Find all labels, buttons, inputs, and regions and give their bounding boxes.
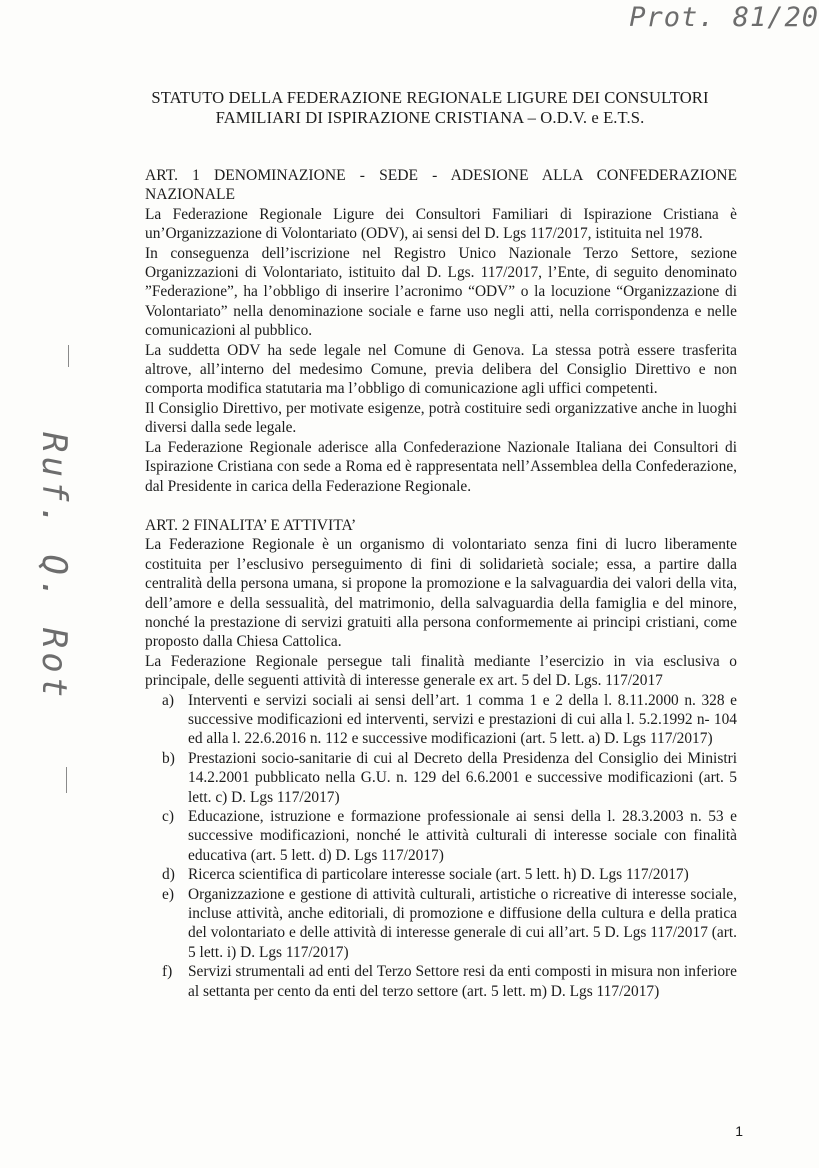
page-number: 1 [735,1123,743,1139]
list-item [162,691,737,749]
protocol-annotation: Prot. 81/20 [629,2,819,33]
margin-mark [68,345,69,367]
list-item-text: Organizzazione e gestione di attività culturali, artistiche o ricreative di interesse sociale, incluse attività, anche editoriali, di promozione e diffusione della cultura e della pratica del volontariato e delle attività di interesse generale di cui all’art. 5 D. Lgs 117/2017 (art. 5 lett. i) D. Lgs 117/2017) [188,885,737,961]
paragraph: La Federazione Regionale persegue tali finalità mediante l’esercizio in via esclusiva o principale, delle seguenti attività di interesse generale ex art. 5 del D. Lgs. 117/2017 [145,652,737,690]
list-item-label: a) [162,691,174,709]
list-item [162,749,737,807]
paragraph: In conseguenza dell’iscrizione nel Registro Unico Nazionale Terzo Settore, sezione Organizzazioni di Volontariato, istituito dal D. Lgs. 117/2017, l’Ente, di seguito denominato ”Federazione”, ha l’obbligo di inserire l’acronimo “ODV” o la locuzione “Organizzazione di Volontariato” nella denominazione sociale e farne uso negli atti, nella corrispondenza e nelle comunicazioni al pubblico. [145,244,737,340]
list-item-text: Ricerca scientifica di particolare interesse sociale (art. 5 lett. h) D. Lgs 117/2017) [188,866,689,884]
document-body [145,166,737,1001]
title-line: STATUTO DELLA FEDERAZIONE REGIONALE LIGURE DEI CONSULTORI [151,88,709,107]
margin-handwritten-note: Ruf. Q. Rot [34,432,74,702]
list-item [162,865,737,884]
list-item-label: b) [162,749,175,767]
list-item-text: Servizi strumentali ad enti del Terzo Settore resi da enti composti in misura non inferiore al settanta per cento da enti del terzo settore (art. 5 lett. m) D. Lgs 117/2017) [188,963,737,1000]
paragraph: La Federazione Regionale è un organismo di volontariato senza fini di lucro liberamente costituita per l’esclusivo perseguimento di fini di solidarietà sociale; essa, a partire dalla centralità della persona umana, si propone la promozione e la salvaguardia dei valori della vita, dell’amore e della sessualità, del matrimonio, della salvaguardia della famiglia e del minore, nonché la prestazione di servizi gratuiti alla persona conformemente ai principi cristiani, come proposto dalla Chiesa Cattolica. [145,536,737,651]
list-item [162,962,737,1001]
list-item-text: Prestazioni socio-sanitarie di cui al Decreto della Presidenza del Consiglio dei Ministri 14.2.2001 pubblicato nella G.U. n. 129 del 6.6.2001 e successive modificazioni (art. 5 lett. c) D. Lgs 117/2017) [188,749,737,806]
activities-list [145,691,737,1002]
list-item [162,807,737,865]
paragraph: La suddetta ODV ha sede legale nel Comune di Genova. La stessa potrà essere trasferita altrove, all’interno del medesimo Comune, previa delibera del Consiglio Direttivo e non comporta modifica statutaria ma l’obbligo di comunicazione agli uffici competenti. [145,341,737,398]
article-2 [145,516,737,1001]
list-item-label: d) [162,866,175,884]
section-gap [145,496,737,516]
paragraph: La Federazione Regionale aderisce alla Confederazione Nazionale Italiana dei Consultori di Ispirazione Cristiana con sede a Roma ed è rappresentata nell’Assemblea della Confederazione, dal Presidente in carica della Federazione Regionale. [145,438,737,495]
margin-mark [66,767,67,793]
title-line: FAMILIARI DI ISPIRAZIONE CRISTIANA – O.D.V. e E.T.S. [215,108,645,127]
list-item [162,885,737,963]
article-1-heading: ART. 1 DENOMINAZIONE - SEDE - ADESIONE ALLA CONFEDERAZIONE NAZIONALE [145,167,737,204]
list-item-text: Educazione, istruzione e formazione professionale ai sensi della l. 28.3.2003 n. 53 e successive modificazioni, nonché le attività culturali di interesse sociale con finalità educativa (art. 5 lett. d) D. Lgs 117/2017) [188,808,737,864]
document-title [60,88,800,128]
article-1 [145,166,737,496]
list-item-text: Interventi e servizi sociali ai sensi dell’art. 1 comma 1 e 2 della l. 8.11.2000 n. 328 e successive modificazioni ed interventi, servizi e prestazioni di cui alla l. 5.2.1992 n- 104 ed alla l. 22.6.2016 n. 112 e successive modificazioni (art. 5 lett. a) D. Lgs 117/2017) [188,691,737,748]
list-item-label: f) [162,963,173,981]
paragraph: Il Consiglio Direttivo, per motivate esigenze, potrà costituire sedi organizzative anche in luoghi diversi dalla sede legale. [145,399,737,437]
article-2-heading: ART. 2 FINALITA’ E ATTIVITA’ [145,516,357,534]
list-item-label: e) [162,885,174,903]
paragraph: La Federazione Regionale Ligure dei Consultori Familiari di Ispirazione Cristiana è un’Organizzazione di Volontariato (ODV), ai sensi del D. Lgs 117/2017, istituita nel 1978. [145,205,737,243]
list-item-label: c) [162,808,174,825]
